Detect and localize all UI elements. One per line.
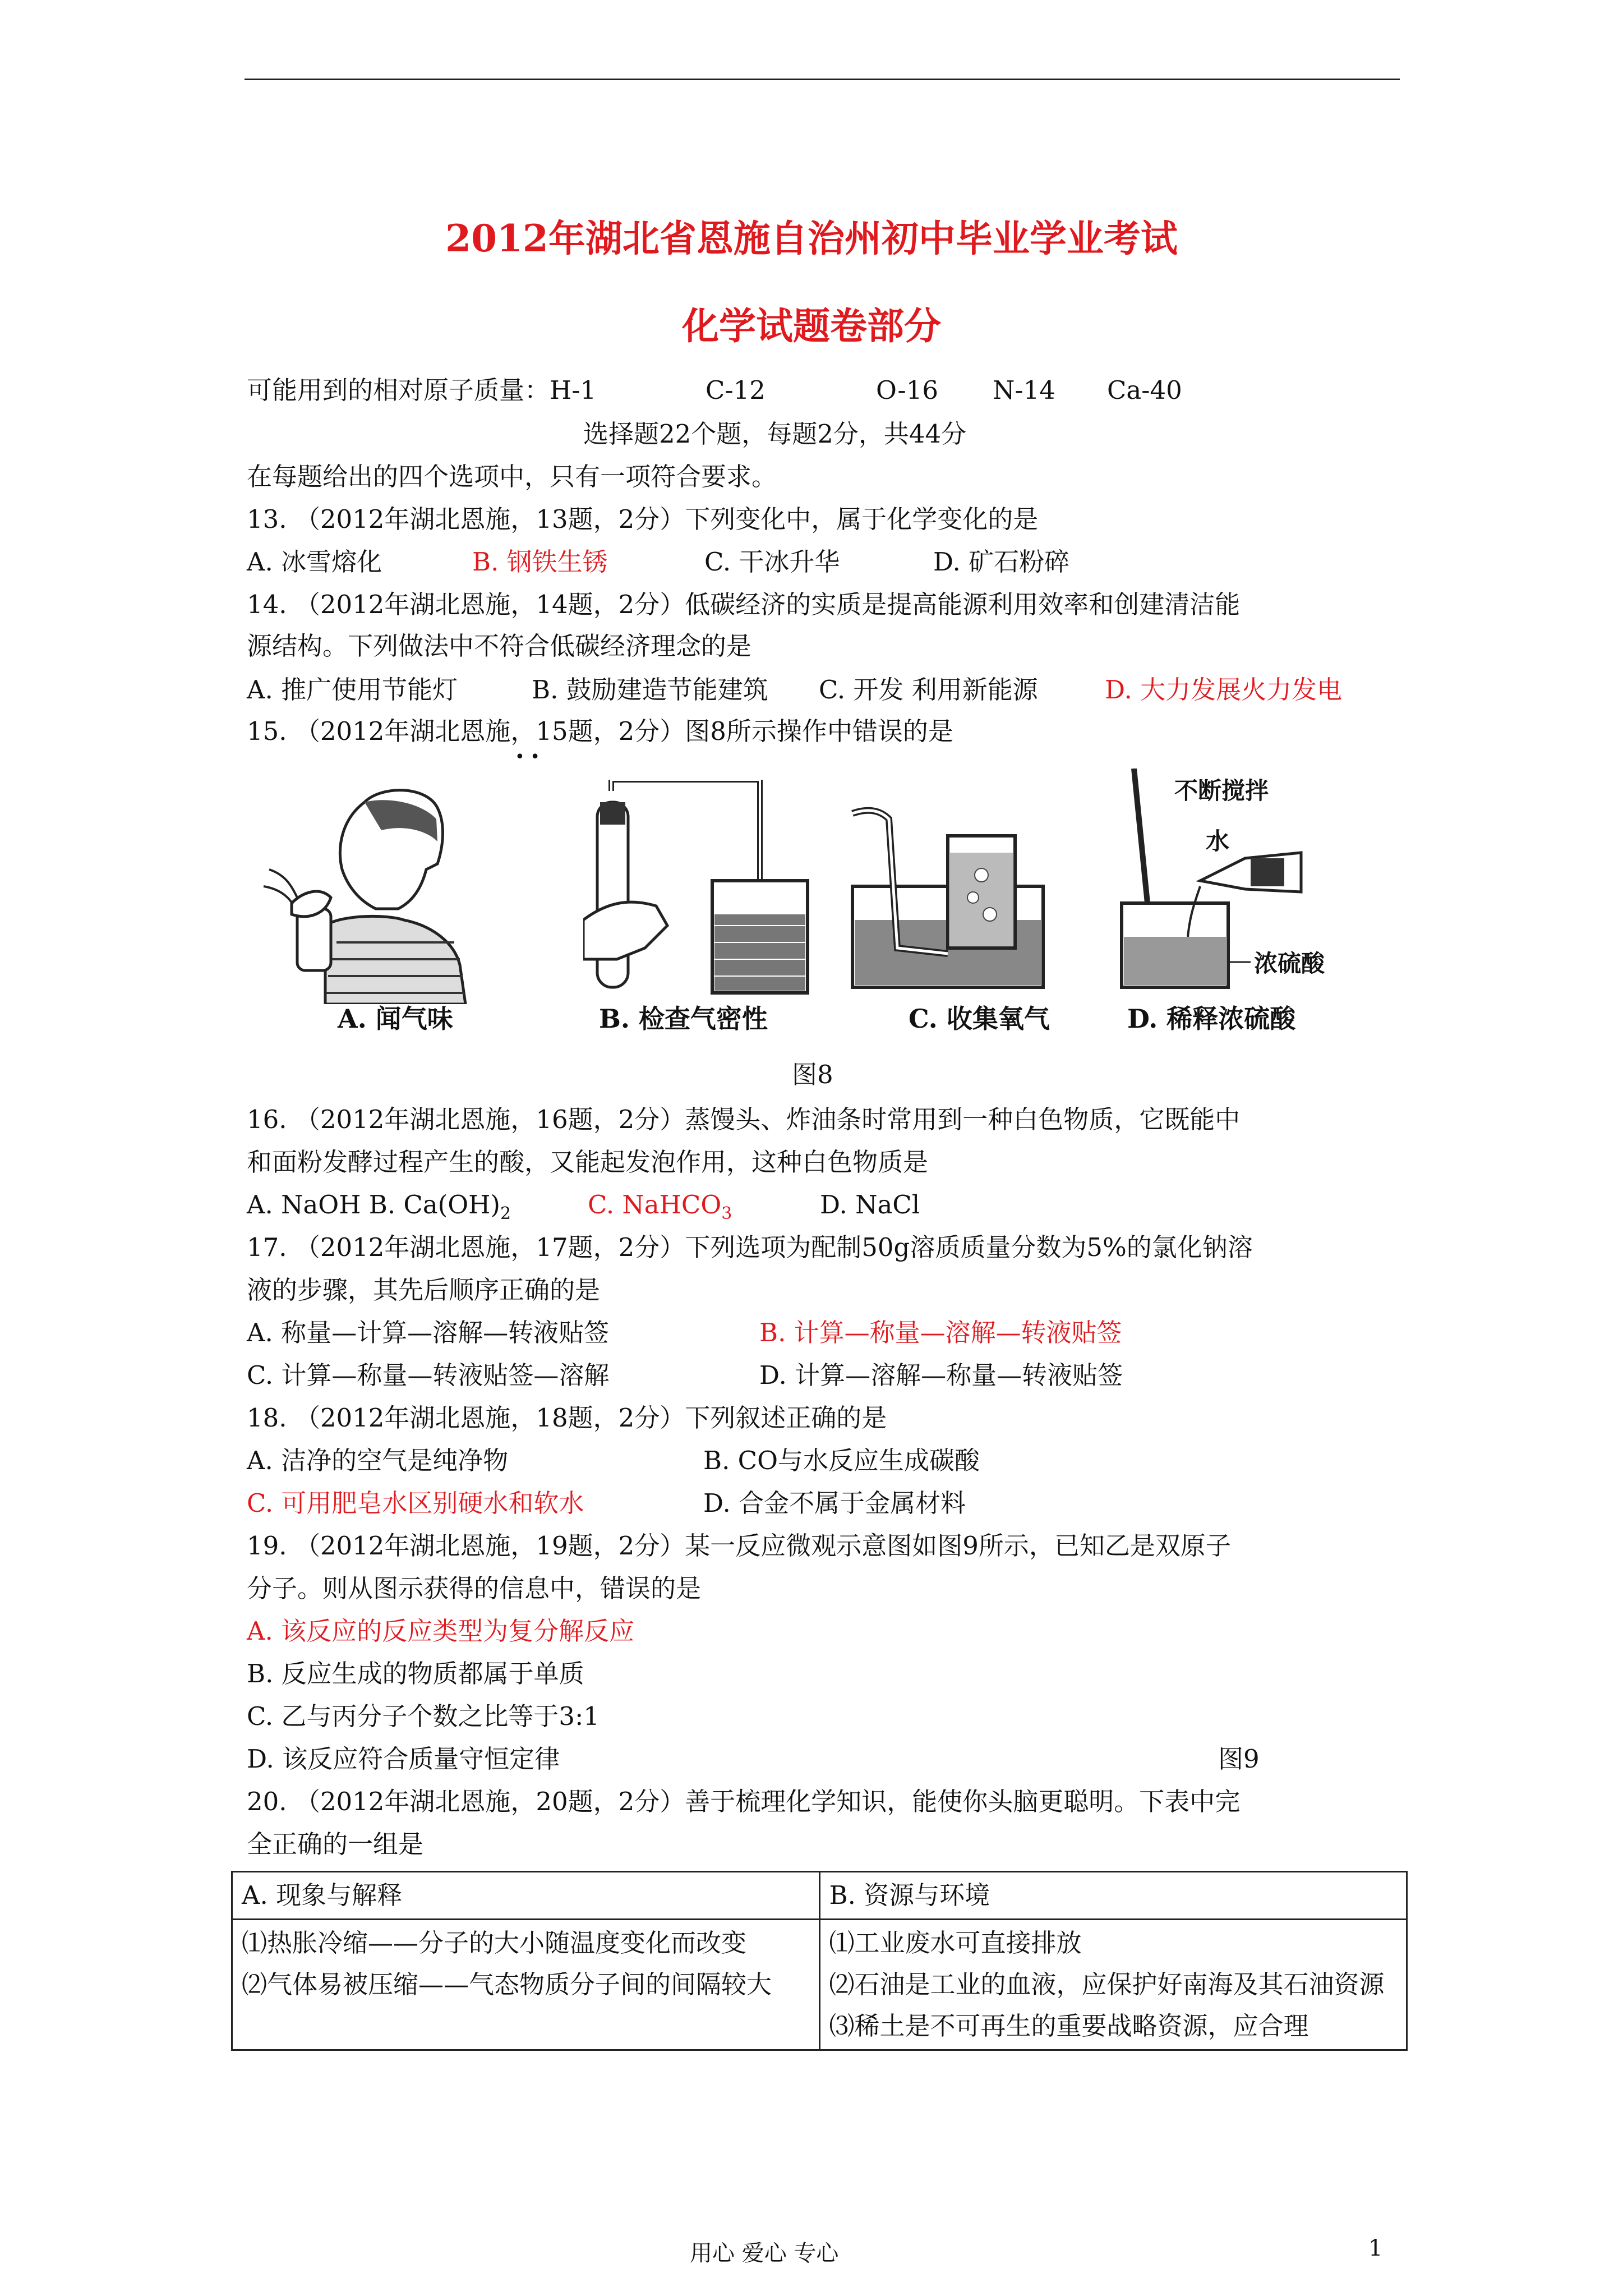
q14-stem-1: 14. （2012年湖北恩施，14题，2分）低碳经济的实质是提高能源利用效率和创建清洁能 (247, 590, 1241, 619)
table-b-item: ⑶稀土是不可再生的重要战略资源，应合理 (829, 2011, 1309, 2041)
q17-option-b: B. 计算—称量—溶解—转液贴签 (759, 1318, 1122, 1347)
label-stir: 不断搅拌 (1174, 777, 1269, 804)
q16-stem-1: 16. （2012年湖北恩施，16题，2分）蒸馒头、炸油条时常用到一种白色物质，它既能中 (247, 1105, 1241, 1134)
q15-stem: 15. （2012年湖北恩施，15题，2分）图8所示操作中错误的是 (247, 716, 953, 746)
q17-option-c: C. 计算—称量—转液贴签—溶解 (247, 1360, 610, 1390)
footer-motto: 用心 爱心 专心 (690, 2240, 839, 2266)
header-rule (245, 79, 1400, 80)
q16-option-c: C. NaHCO$_3$ (588, 1190, 732, 1223)
q20-table (231, 1871, 1408, 2051)
q14-stem-2: 源结构。下列做法中不符合低碳经济理念的是 (247, 631, 752, 661)
q17-option-a: A. 称量—计算—溶解—转液贴签 (247, 1318, 610, 1347)
table-cell-a (232, 1920, 820, 2050)
q13-option-d: D. 矿石粉碎 (933, 547, 1070, 577)
figure-a-caption: A. 闻气味 (338, 1004, 453, 1034)
figure-d-caption: D. 稀释浓硫酸 (1127, 1004, 1296, 1034)
atomic-mass-n: N-14 (993, 375, 1055, 405)
q13-option-b: B. 钢铁生锈 (472, 547, 608, 577)
q19-option-b: B. 反应生成的物质都属于单质 (247, 1659, 584, 1688)
table-a-item: ⑴热胀冷缩——分子的大小随温度变化而改变 (242, 1928, 747, 1958)
figure-b-caption: B. 检查气密性 (599, 1004, 768, 1034)
table-header-b: B. 资源与环境 (819, 1872, 1407, 1920)
q13-option-c: C. 干冰升华 (704, 547, 840, 577)
atomic-mass-label: 可能用到的相对原子质量：H-1 (247, 375, 597, 405)
q19-stem-1: 19. （2012年湖北恩施，19题，2分）某一反应微观示意图如图9所示，已知乙是双原子 (247, 1531, 1231, 1561)
q19-option-d: D. 该反应符合质量守恒定律 (247, 1744, 560, 1774)
q19-option-c: C. 乙与丙分子个数之比等于3:1 (247, 1701, 600, 1731)
q17-option-d: D. 计算—溶解—称量—转液贴签 (759, 1360, 1123, 1390)
section-heading: 选择题22个题，每题2分，共44分 (583, 419, 967, 449)
table-header-a: A. 现象与解释 (232, 1872, 820, 1920)
figure-c-caption: C. 收集氧气 (909, 1004, 1050, 1034)
q20-stem-2: 全正确的一组是 (247, 1829, 424, 1859)
q17-stem-2: 液的步骤，其先后顺序正确的是 (247, 1275, 601, 1305)
page-number: 1 (1368, 2235, 1383, 2261)
q18-option-a: A. 洁净的空气是纯净物 (247, 1446, 509, 1475)
page-subtitle: 化学试题卷部分 (682, 304, 941, 348)
q13-stem: 13. （2012年湖北恩施，13题，2分）下列变化中，属于化学变化的是 (247, 504, 1039, 534)
q16-option-d: D. NaCl (820, 1190, 920, 1220)
q18-option-c: C. 可用肥皂水区别硬水和软水 (247, 1488, 584, 1518)
atomic-mass-o: O-16 (876, 375, 939, 405)
label-water: 水 (1206, 827, 1230, 855)
table-b-item: ⑴工业废水可直接排放 (829, 1928, 1082, 1958)
q16-stem-2: 和面粉发酵过程产生的酸，又能起发泡作用，这种白色物质是 (247, 1147, 929, 1177)
q14-option-a: A. 推广使用节能灯 (247, 675, 458, 705)
atomic-mass-ca: Ca-40 (1107, 375, 1182, 405)
figure-a-smell (258, 780, 494, 1004)
q14-option-b: B. 鼓励建造节能建筑 (532, 675, 768, 705)
q19-option-a: A. 该反应的反应类型为复分解反应 (247, 1616, 635, 1646)
section-instruction: 在每题给出的四个选项中，只有一项符合要求。 (247, 462, 777, 491)
q18-option-d: D. 合金不属于金属材料 (703, 1488, 966, 1518)
q17-stem-1: 17. （2012年湖北恩施，17题，2分）下列选项为配制50g溶质质量分数为5%的氯化钠溶 (247, 1232, 1253, 1262)
figure-8-label: 图8 (792, 1060, 833, 1089)
q20-stem-1: 20. （2012年湖北恩施，20题，2分）善于梳理化学知识，能使你头脑更聪明。下表中完 (247, 1787, 1241, 1816)
page-title: 2012年湖北省恩施自治州初中毕业学业考试 (445, 217, 1178, 260)
label-acid: 浓硫酸 (1254, 950, 1325, 977)
q14-option-d: D. 大力发展火力发电 (1105, 675, 1343, 705)
figure-b-airtightness (583, 780, 819, 1004)
emphasis-dots: • • (515, 747, 540, 767)
q18-stem: 18. （2012年湖北恩施，18题，2分）下列叙述正确的是 (247, 1403, 887, 1433)
table-a-item: ⑵气体易被压缩——气态物质分子间的间隔较大 (242, 1970, 772, 1999)
q19-stem-2: 分子。则从图示获得的信息中，错误的是 (247, 1573, 702, 1603)
q14-option-c: C. 开发 利用新能源 (819, 675, 1038, 705)
table-cell-b (819, 1920, 1407, 2050)
q13-option-a: A. 冰雪熔化 (247, 547, 382, 577)
q18-option-b: B. CO与水反应生成碳酸 (703, 1446, 980, 1475)
figure-c-collect-oxygen (847, 780, 1082, 1004)
q16-option-ab: A. NaOH B. $Ca(OH)_2$ (247, 1190, 511, 1223)
figure-9-label: 图9 (1218, 1744, 1260, 1774)
table-b-item: ⑵石油是工业的血液，应保护好南海及其石油资源 (829, 1970, 1385, 1999)
atomic-mass-c: C-12 (706, 375, 766, 405)
